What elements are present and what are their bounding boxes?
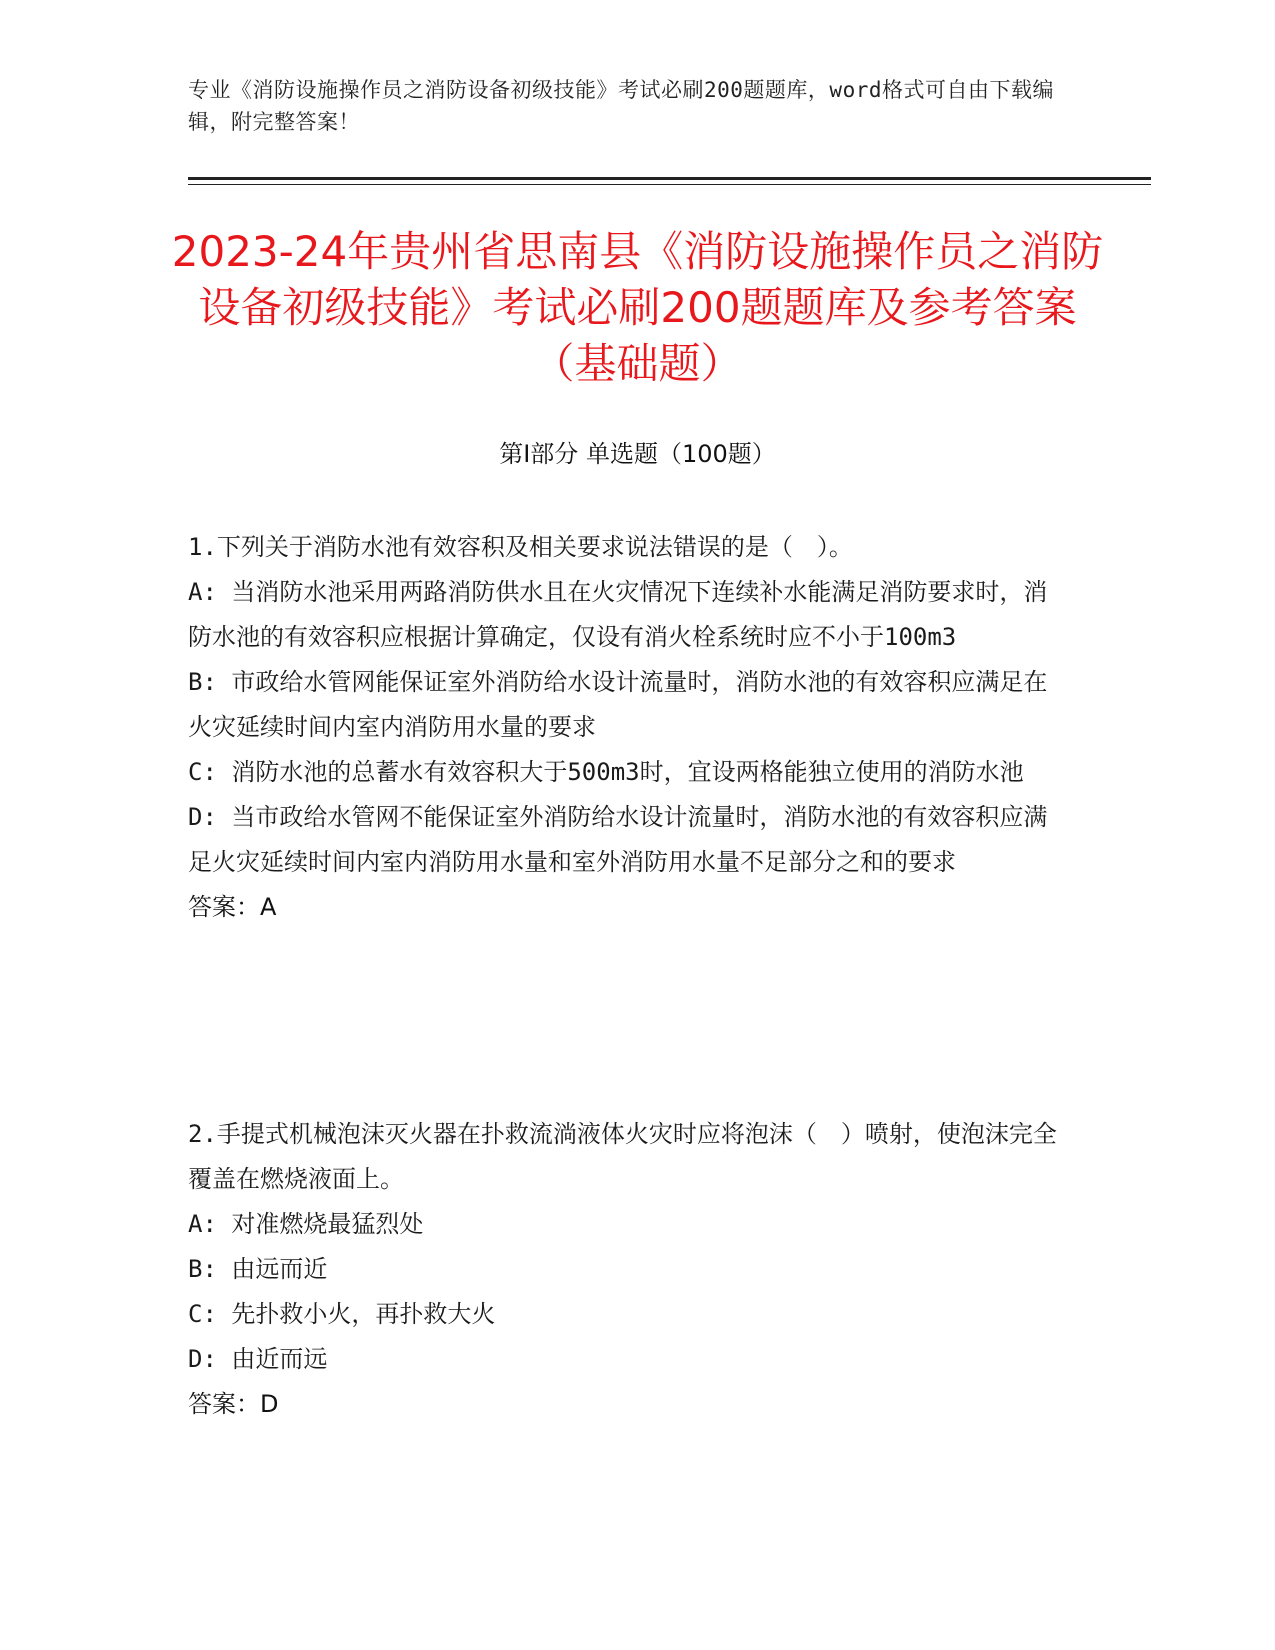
answer: 答案：D [188, 1390, 279, 1418]
option-c: C: 消防水池的总蓄水有效容积大于500m3时，宜设两格能独立使用的消防水池 [188, 758, 1024, 786]
question-2 [188, 1112, 1068, 1427]
header-divider-thick [188, 177, 1151, 180]
option-b: B: 由远而近 [188, 1255, 328, 1283]
option-a: A: 对准燃烧最猛烈处 [188, 1210, 424, 1238]
question-stem: 2.手提式机械泡沫灭火器在扑救流淌液体火灾时应将泡沫（ ）喷射，使泡沫完全覆盖在燃烧液面上。 [188, 1120, 1057, 1193]
question-1 [188, 525, 1068, 930]
header-divider-thin [188, 184, 1151, 185]
option-a: A: 当消防水池采用两路消防供水且在火灾情况下连续补水能满足消防要求时，消防水池的有效容积应根据计算确定，仅设有消火栓系统时应不小于100m3 [188, 578, 1048, 651]
document-title: 2023-24年贵州省思南县《消防设施操作员之消防设备初级技能》考试必刷200题题库及参考答案（基础题） [171, 227, 1104, 388]
option-b: B: 市政给水管网能保证室外消防给水设计流量时，消防水池的有效容积应满足在火灾延续时间内室内消防用水量的要求 [188, 668, 1048, 741]
header-note: 专业《消防设施操作员之消防设备初级技能》考试必刷200题题库，word格式可自由下载编辑，附完整答案！ [188, 78, 1054, 134]
question-stem: 1.下列关于消防水池有效容积及相关要求说法错误的是（ ）。 [188, 533, 853, 561]
option-c: C: 先扑救小火，再扑救大火 [188, 1300, 496, 1328]
option-d: D: 当市政给水管网不能保证室外消防给水设计流量时，消防水池的有效容积应满足火灾延续时间内室内消防用水量和室外消防用水量不足部分之和的要求 [188, 803, 1048, 876]
section-heading: 第I部分 单选题（100题） [499, 440, 776, 468]
option-d: D: 由近而远 [188, 1345, 328, 1373]
answer: 答案：A [188, 893, 277, 921]
